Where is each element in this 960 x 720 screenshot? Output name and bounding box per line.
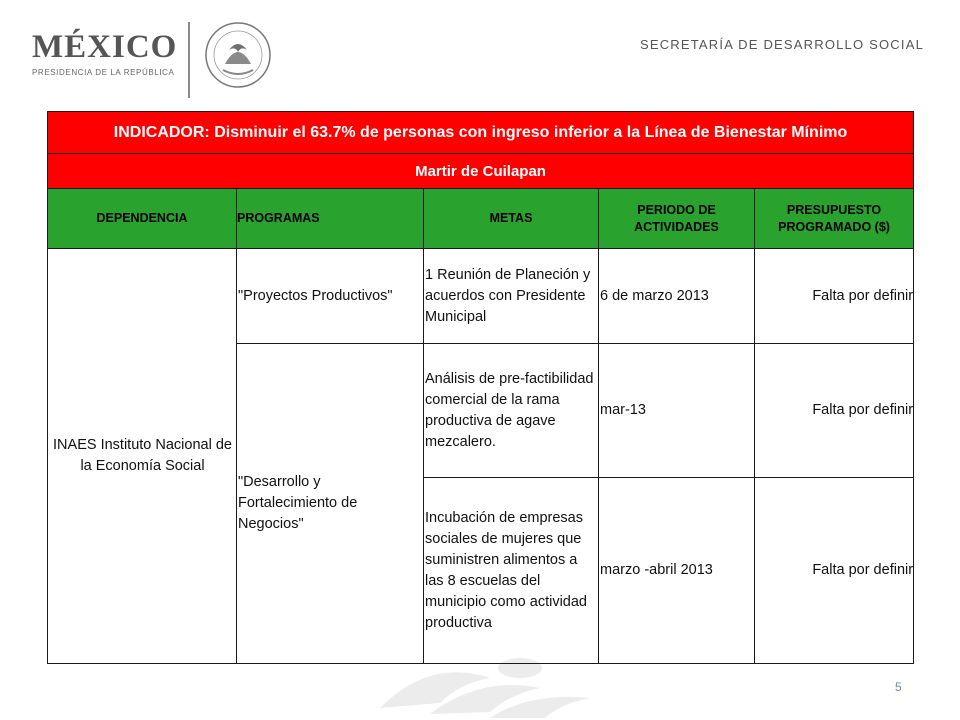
national-seal-icon: [203, 20, 273, 90]
activities-table: [47, 111, 913, 664]
programa-cell: "Proyectos Productivos": [237, 249, 424, 344]
logo-subtitle: PRESIDENCIA DE LA REPÚBLICA: [32, 68, 175, 77]
meta-cell: Incubación de empresas sociales de mujeres que suministren alimentos a las 8 escuelas del municipio como actividad productiva: [424, 478, 599, 664]
logo-word: MÉXICO: [32, 29, 178, 65]
municipio-title: Martir de Cuilapan: [48, 154, 914, 189]
programa-cell: "Desarrollo y Fortalecimiento de Negocios": [237, 344, 424, 664]
page-number: 5: [895, 680, 902, 694]
presupuesto-cell: Falta por definir: [755, 249, 914, 344]
table-row: [48, 249, 914, 344]
column-header-metas: METAS: [424, 189, 599, 249]
meta-cell: 1 Reunión de Planeción y acuerdos con Presidente Municipal: [424, 249, 599, 344]
column-header-periodo: PERIODO DE ACTIVIDADES: [599, 189, 755, 249]
meta-cell: Análisis de pre-factibilidad comercial de la rama productiva de agave mezcalero.: [424, 344, 599, 478]
dependencia-cell: INAES Instituto Nacional de la Economía Social: [48, 249, 237, 664]
periodo-cell: marzo -abril 2013: [599, 478, 755, 664]
header-divider: [188, 22, 190, 98]
periodo-cell: mar-13: [599, 344, 755, 478]
column-header-dependencia: DEPENDENCIA: [48, 189, 237, 249]
presupuesto-cell: Falta por definir: [755, 344, 914, 478]
presupuesto-cell: Falta por definir: [755, 478, 914, 664]
mexico-logo: [32, 29, 178, 77]
column-header-programas: PROGRAMAS: [237, 189, 424, 249]
secretaria-title: SECRETARÍA DE DESARROLLO SOCIAL: [639, 37, 924, 52]
column-header-presupuesto: PRESUPUESTO PROGRAMADO ($): [755, 189, 914, 249]
periodo-cell: 6 de marzo 2013: [599, 249, 755, 344]
indicator-title: INDICADOR: Disminuir el 63.7% de personas con ingreso inferior a la Línea de Bienestar Mínimo: [48, 112, 914, 154]
